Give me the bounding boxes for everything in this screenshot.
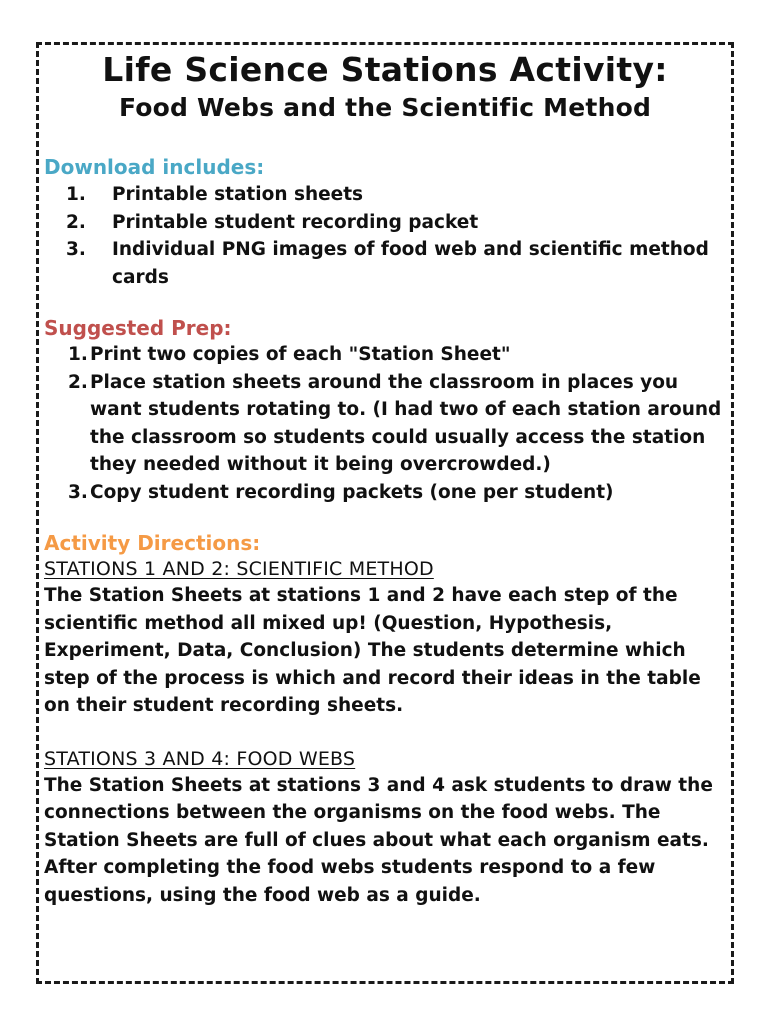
list-text: Individual PNG images of food web and scientific method cards [112,239,709,288]
list-number: 3. [66,239,86,260]
list-number: 1. [68,344,88,365]
document-content [44,50,726,909]
list-text: Printable student recording packet [112,211,479,233]
list-number: 3. [68,481,88,503]
download-list [44,181,726,291]
prep-heading: Suggested Prep: [44,316,232,340]
prep-list [44,341,726,506]
list-number: 2. [68,371,88,393]
list-number: 2. [66,211,86,233]
stations-3-4-heading: STATIONS 3 AND 4: FOOD WEBS [44,747,356,770]
stations-1-2-heading: STATIONS 1 AND 2: SCIENTIFIC METHOD [44,558,434,580]
list-text: Printable station sheets [112,184,364,205]
list-item [44,479,726,507]
spacer [44,720,726,746]
list-text: Place station sheets around the classroom in places you want students rotating to. (I had two of each station around the classroom so students could usually access the station they needed without it being overcrowded.) [90,371,722,475]
stations-3-4-text: The Station Sheets at stations 3 and 4 ask students to draw the connections between the organisms on the food webs. The Station Sheets are full of clues about what each organism eats. After completing the food webs students respond to a few questions, using the food web as a guide. [44,774,713,906]
list-item [44,369,726,479]
page-title: Life Science Stations Activity: [102,50,668,89]
list-item [44,209,726,237]
list-text: Print two copies of each "Station Sheet" [90,344,511,365]
download-heading: Download includes: [44,155,265,179]
list-number: 1. [66,184,86,205]
stations-1-2-text: The Station Sheets at stations 1 and 2 have each step of the scientific method all mixed up! (Question, Hypothesis, Experiment, Data, Conclusion) The students determine which step of the process is which and record their ideas in the table on their student recording sheets. [44,585,701,716]
page-subtitle: Food Webs and the Scientific Method [118,93,652,122]
list-text: Copy student recording packets (one per student) [90,481,614,503]
list-item [44,236,726,291]
directions-heading: Activity Directions: [44,531,261,555]
list-item [44,341,726,369]
list-item [44,181,726,209]
